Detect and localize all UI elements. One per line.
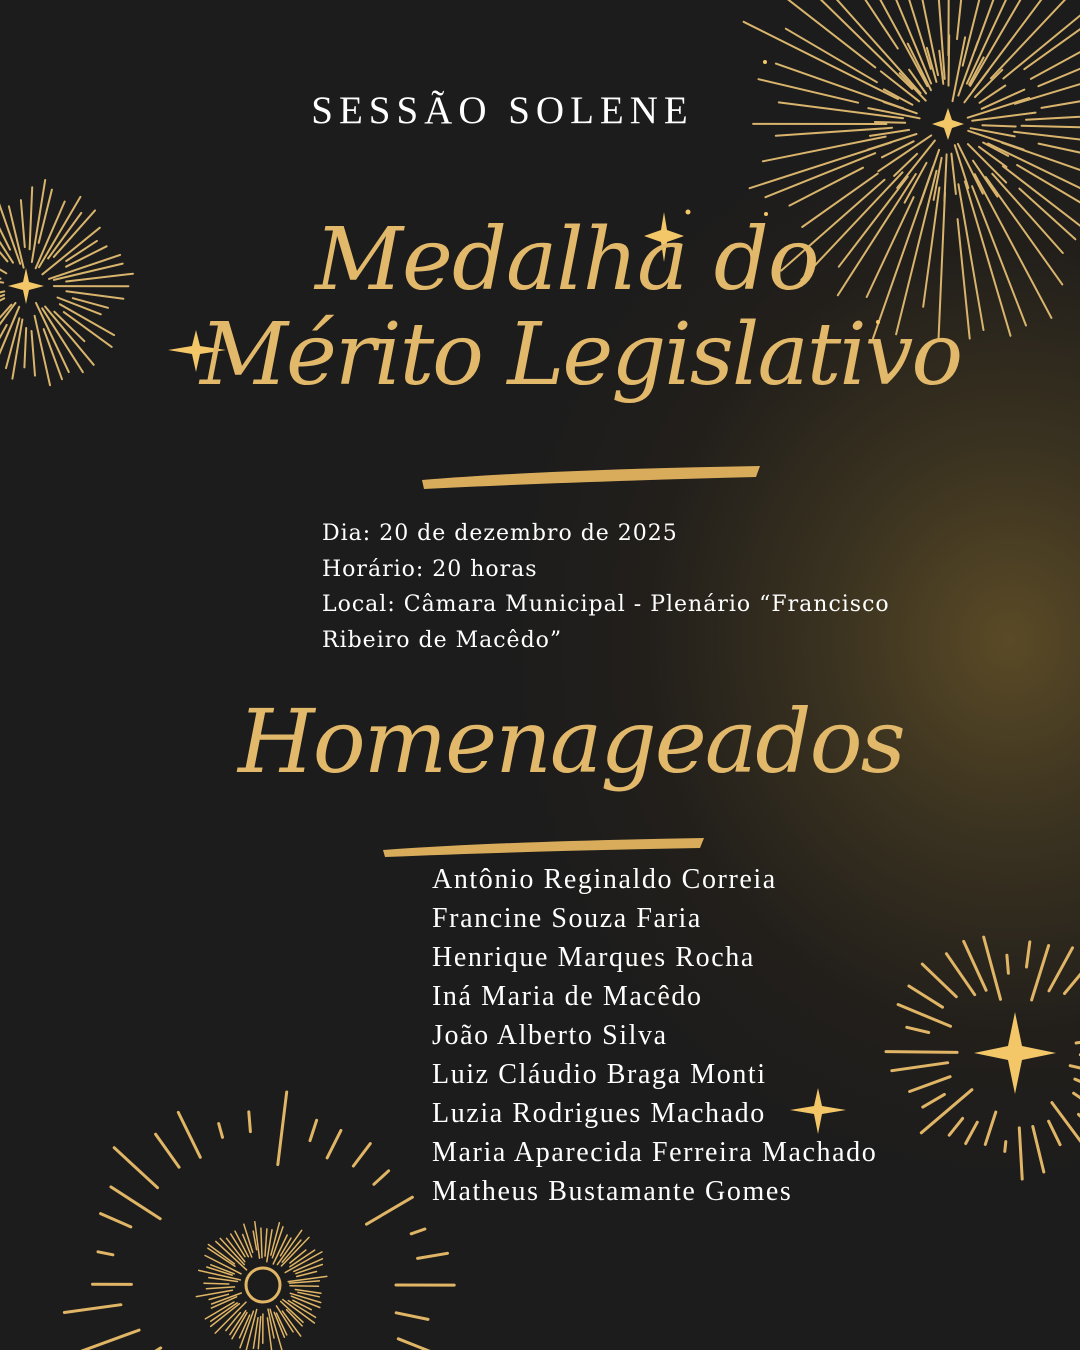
- firework-ray: [48, 213, 81, 259]
- firework-ray: [1033, 1127, 1044, 1173]
- firework-ray: [886, 1052, 957, 1053]
- firework-ray: [418, 1253, 448, 1258]
- firework-ray: [786, 29, 877, 82]
- firework-left: [0, 180, 133, 385]
- firework-ray: [398, 1339, 449, 1350]
- firework-ray: [178, 1112, 200, 1157]
- firework-ray: [944, 154, 946, 201]
- firework-ray: [98, 1252, 113, 1255]
- firework-ray: [327, 1131, 341, 1158]
- firework-ray: [114, 1148, 157, 1188]
- event-date: Dia: 20 de dezembro de 2025: [322, 521, 678, 546]
- firework-ray: [1022, 126, 1080, 130]
- firework-ray: [923, 1094, 945, 1107]
- firework-ray: [32, 331, 36, 376]
- firework-ray: [6, 318, 19, 368]
- firework-ray: [1003, 0, 1080, 79]
- firework-ray: [261, 1228, 262, 1258]
- firework-ray: [910, 1077, 951, 1092]
- firework-ray: [204, 1283, 229, 1284]
- honoree-name: Antônio Reginaldo Correia: [432, 864, 777, 895]
- event-details: [322, 516, 962, 658]
- firework-ray: [0, 193, 20, 264]
- firework-ray: [374, 1171, 389, 1185]
- firework-ray: [30, 187, 33, 249]
- firework-ray: [946, 954, 974, 995]
- event-location-cont: Ribeiro de Macêdo”: [322, 627, 563, 653]
- sparkle-star-icon: [974, 1012, 1056, 1094]
- firework-ray: [1027, 942, 1030, 967]
- firework-bottom-right: [886, 937, 1080, 1179]
- firework-ray: [396, 1313, 428, 1320]
- title-line-1: Medalha do: [315, 210, 819, 310]
- honoree-name: Francine Souza Faria: [432, 903, 702, 934]
- firework-ray: [1049, 1121, 1061, 1145]
- honoree-name: Iná Maria de Macêdo: [432, 981, 703, 1012]
- firework-ray: [826, 0, 898, 49]
- firework-ray: [970, 0, 1058, 86]
- title-line-2: Mérito Legislativo: [200, 305, 962, 405]
- firework-ray: [933, 0, 945, 79]
- firework-ray: [921, 1090, 972, 1133]
- firework-ray: [206, 1287, 234, 1289]
- firework-ray: [907, 1027, 929, 1032]
- firework-ray: [868, 134, 917, 150]
- firework-ray: [1076, 1037, 1080, 1043]
- firework-ray: [1019, 1128, 1022, 1179]
- firework-ray: [111, 1187, 160, 1219]
- sparkle-star-icon: [8, 268, 44, 304]
- honorees-list: [432, 860, 877, 1211]
- firework-ray: [949, 1118, 962, 1135]
- firework-ray: [1007, 955, 1009, 973]
- firework-ray: [54, 210, 95, 257]
- honoree-name: João Alberto Silva: [432, 1020, 668, 1051]
- divider-brush-bottom: [383, 838, 704, 857]
- firework-ray: [278, 1092, 287, 1165]
- firework-ray: [101, 1214, 131, 1227]
- event-time: Horário: 20 horas: [322, 556, 538, 582]
- firework-ray: [1049, 948, 1073, 991]
- honoree-name: Maria Aparecida Ferreira Machado: [432, 1137, 878, 1168]
- firework-ray: [290, 1286, 319, 1287]
- firework-ray: [21, 200, 25, 247]
- firework-ray: [156, 1134, 180, 1167]
- firework-ray: [957, 0, 969, 39]
- firework-ray: [64, 1305, 121, 1313]
- firework-ray: [353, 1144, 370, 1166]
- firework-ray: [966, 1122, 978, 1143]
- firework-ray: [219, 1124, 223, 1138]
- honoree-name: Luzia Rodrigues Machado: [432, 1098, 766, 1129]
- honorees-heading: Homenageados: [238, 690, 904, 793]
- firework-ray: [249, 1112, 251, 1132]
- firework-ray: [367, 1197, 413, 1224]
- honoree-name: Luiz Cláudio Braga Monti: [432, 1059, 767, 1090]
- firework-ray: [777, 0, 875, 67]
- firework-ray: [951, 154, 956, 194]
- firework-ray: [1026, 114, 1080, 120]
- honoree-name: Matheus Bustamante Gomes: [432, 1176, 793, 1207]
- divider-brush-top: [422, 466, 760, 489]
- firework-ray: [0, 264, 1, 279]
- firework-ray: [902, 0, 938, 75]
- firework-ray: [985, 1112, 996, 1144]
- firework-ray: [0, 272, 3, 282]
- firework-ray: [0, 307, 19, 380]
- firework-ray: [80, 1330, 139, 1350]
- session-overline: SESSÃO SOLENE: [311, 89, 694, 132]
- firework-ray: [411, 1229, 425, 1234]
- honoree-name: Henrique Marques Rocha: [432, 942, 755, 973]
- firework-ray: [258, 1317, 260, 1349]
- firework-ray: [265, 1229, 267, 1256]
- firework-ray: [892, 1063, 948, 1071]
- firework-ray: [1065, 961, 1080, 993]
- event-location: Local: Câmara Municipal - Plenário “Francisco: [322, 592, 890, 617]
- firework-ray: [949, 35, 950, 85]
- firework-ray: [211, 1303, 238, 1321]
- firework-ray: [196, 1290, 232, 1296]
- firework-ray: [1002, 143, 1080, 185]
- firework-ray: [310, 1120, 317, 1140]
- firework-ray: [975, 0, 1022, 50]
- firework-center-ring: [246, 1268, 280, 1302]
- firework-ray: [922, 964, 956, 997]
- firework-ray: [288, 1276, 327, 1281]
- firework-ray: [963, 0, 991, 66]
- firework-ray: [267, 1230, 272, 1262]
- firework-ray: [1032, 946, 1049, 1000]
- firework-ray: [909, 986, 943, 1007]
- firework-ray: [24, 328, 26, 367]
- firework-ray: [1005, 1142, 1006, 1152]
- firework-bottom-left: [64, 1092, 454, 1350]
- firework-ray: [1074, 1093, 1080, 1123]
- firework-ray: [66, 291, 123, 299]
- firework-ray: [923, 188, 939, 307]
- firework-bottom-left-core: [196, 1222, 326, 1350]
